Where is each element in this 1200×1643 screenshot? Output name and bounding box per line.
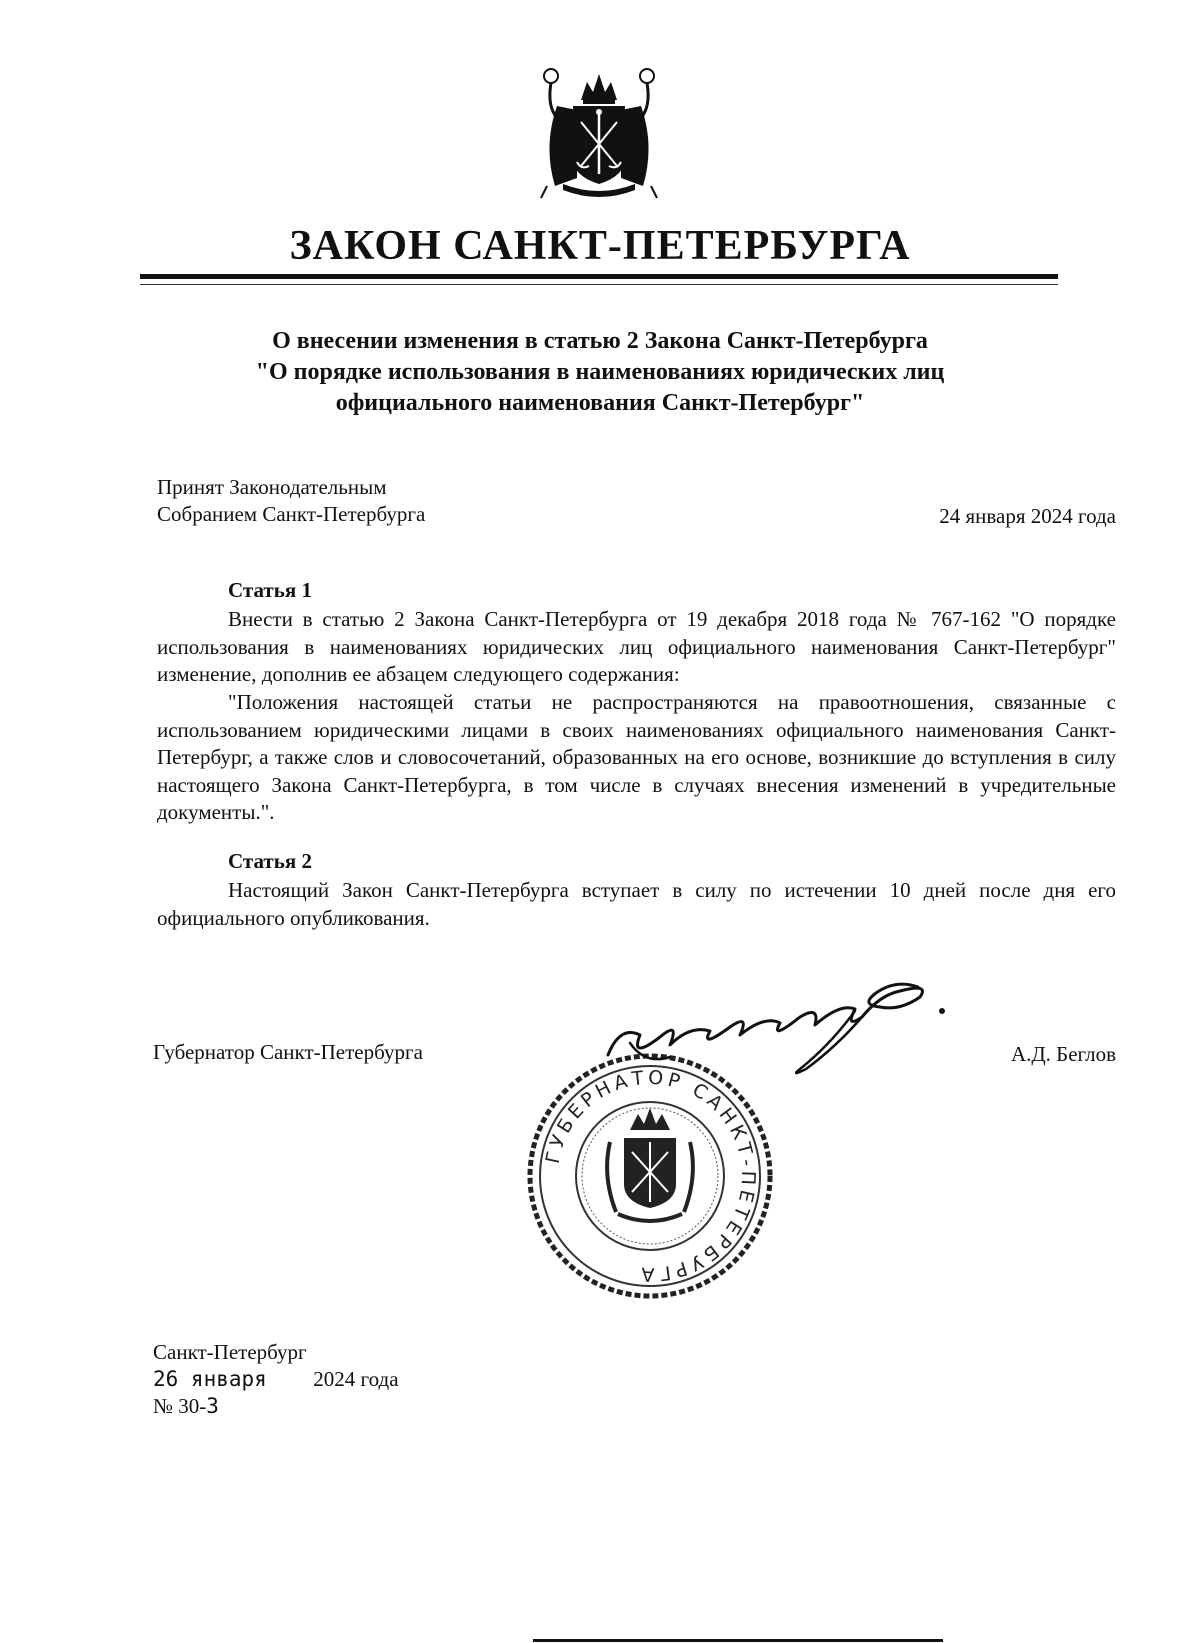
law-title: ЗАКОН САНКТ-ПЕТЕРБУРГА xyxy=(289,223,911,269)
subject-line: О внесении изменения в статью 2 Закона Санкт-Петербурга xyxy=(272,328,928,354)
article-paragraph: Настоящий Закон Санкт-Петербурга вступает в силу по истечении 10 дней после дня его официального опубликования. xyxy=(157,878,1116,930)
article-paragraph: "Положения настоящей статьи не распространяются на правоотношения, связанные с использованием юридическими лицами в своих наименованиях официального наименования Санкт-Петербург, а также слов и словосочетаний, образованных на его основе, возникшие до вступления в силу настоящего Закона Санкт-Петербурга, в том числе в случаях внесения изменений в учредительные документы.". xyxy=(157,690,1116,824)
title-rule-thin xyxy=(140,284,1058,285)
page-bottom-edge xyxy=(533,1639,943,1642)
saint-petersburg-coat-of-arms-icon xyxy=(537,66,661,202)
handwritten-signature-icon xyxy=(600,965,970,1075)
article-1-heading: Статья 1 xyxy=(228,578,312,602)
governor-name: А.Д. Беглов xyxy=(1010,1042,1116,1066)
adoption-line: Собранием Санкт-Петербурга xyxy=(157,502,426,526)
law-number-prefix: № 30- xyxy=(153,1394,207,1418)
law-number-value: 3 xyxy=(206,1394,219,1418)
signing-year: 2024 года xyxy=(313,1367,399,1391)
adoption-date: 24 января 2024 года xyxy=(939,504,1116,528)
adoption-line: Принят Законодательным xyxy=(157,475,387,499)
article-paragraph: Внести в статью 2 Закона Санкт-Петербурга от 19 декабря 2018 года № 767-162 "О порядке использования в наименованиях юридических лиц официального наименования Санкт-Петербург" изменение, дополнив ее абзацем следующего содержания: xyxy=(157,607,1116,686)
adoption-statement xyxy=(157,474,425,528)
article-2-heading: Статья 2 xyxy=(228,849,312,873)
subject-line: официального наименования Санкт-Петербург" xyxy=(335,390,865,416)
article-2-body xyxy=(157,877,1116,932)
signing-date xyxy=(153,1366,399,1393)
law-number xyxy=(153,1393,399,1420)
signing-place-date xyxy=(153,1339,399,1420)
signing-day-month: 26 января xyxy=(153,1367,267,1391)
seal-text: ГУБЕРНАТОР САНКТ-ПЕТЕРБУРГА xyxy=(541,1066,760,1286)
article-1-quote xyxy=(157,689,1116,827)
signing-city: Санкт-Петербург xyxy=(153,1340,307,1364)
governor-title: Губернатор Санкт-Петербурга xyxy=(153,1040,423,1064)
article-1-body xyxy=(157,606,1116,689)
title-rule-thick xyxy=(140,274,1058,279)
law-subject xyxy=(150,326,1050,419)
subject-line: "О порядке использования в наименованиях юридических лиц xyxy=(255,359,945,385)
governor-seal-icon xyxy=(526,1052,774,1300)
